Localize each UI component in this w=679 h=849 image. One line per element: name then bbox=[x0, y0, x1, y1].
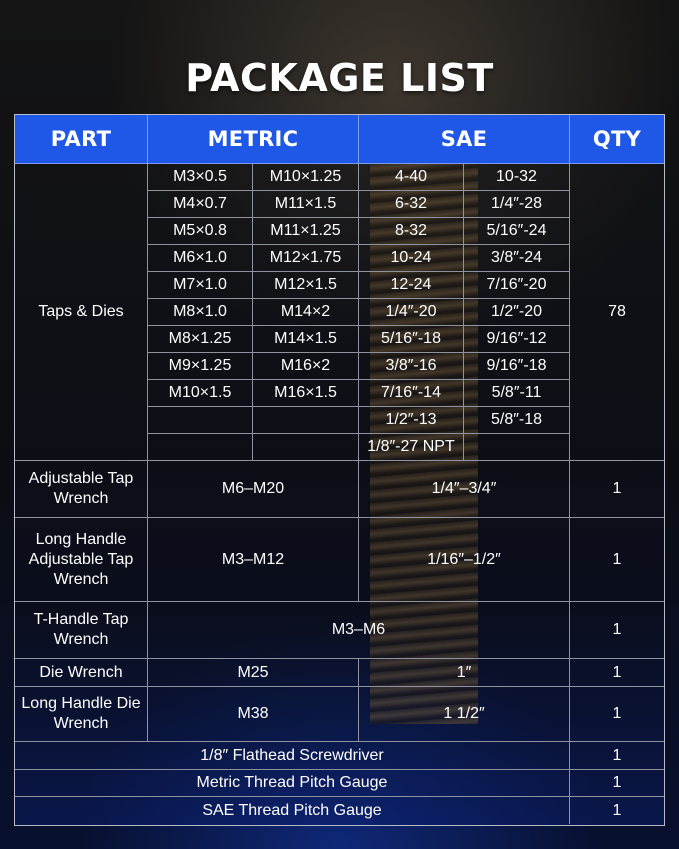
header-sae: SAE bbox=[359, 115, 570, 164]
metric-size-cell: M7×1.0 bbox=[148, 272, 253, 299]
sae-size-cell: 3/8″-24 bbox=[464, 245, 570, 272]
sae-size-cell: 1/2″-20 bbox=[464, 299, 570, 326]
metric-size-cell: M14×2 bbox=[253, 299, 359, 326]
long-handle-adjustable-tap-wrench-part: Long Handle Adjustable Tap Wrench bbox=[15, 518, 148, 602]
sae-size-cell: 5/16″-24 bbox=[464, 218, 570, 245]
metric-size-cell: M14×1.5 bbox=[253, 326, 359, 353]
sae-size-cell: 9/16″-12 bbox=[464, 326, 570, 353]
metric-gauge-qty: 1 bbox=[570, 770, 664, 797]
package-list-table bbox=[14, 114, 665, 826]
sae-size-cell: 5/8″-11 bbox=[464, 380, 570, 407]
metric-size-cell: M6×1.0 bbox=[148, 245, 253, 272]
adjustable-tap-wrench-metric: M6–M20 bbox=[148, 461, 359, 518]
sae-size-cell: 7/16″-20 bbox=[464, 272, 570, 299]
t-handle-tap-wrench-part: T-Handle Tap Wrench bbox=[15, 602, 148, 659]
metric-size-cell-empty bbox=[148, 434, 253, 461]
header-metric: METRIC bbox=[148, 115, 359, 164]
page-title: PACKAGE LIST bbox=[185, 56, 494, 100]
long-handle-die-wrench-sae: 1 1/2″ bbox=[359, 687, 570, 742]
sae-npt-cell: 1/8″-27 NPT bbox=[359, 434, 464, 461]
metric-size-cell: M10×1.25 bbox=[253, 164, 359, 191]
metric-size-cell: M8×1.0 bbox=[148, 299, 253, 326]
sae-size-cell: 9/16″-18 bbox=[464, 353, 570, 380]
sae-gauge-qty: 1 bbox=[612, 801, 622, 819]
header-part: PART bbox=[15, 115, 148, 164]
metric-size-cell: M16×2 bbox=[253, 353, 359, 380]
table-grid bbox=[15, 115, 664, 825]
long-handle-die-wrench-qty: 1 bbox=[570, 687, 664, 742]
sae-size-cell: 5/16″-18 bbox=[359, 326, 464, 353]
sae-size-cell: 3/8″-16 bbox=[359, 353, 464, 380]
metric-size-cell: M4×0.7 bbox=[148, 191, 253, 218]
metric-size-cell bbox=[148, 407, 253, 434]
metric-size-cell: M10×1.5 bbox=[148, 380, 253, 407]
die-wrench-sae: 1″ bbox=[359, 659, 570, 687]
sae-size-cell: 1/4″-20 bbox=[359, 299, 464, 326]
sae-gauge-part: SAE Thread Pitch Gauge bbox=[15, 797, 570, 824]
metric-size-cell: M8×1.25 bbox=[148, 326, 253, 353]
sae-size-cell: 12-24 bbox=[359, 272, 464, 299]
metric-size-cell bbox=[253, 407, 359, 434]
metric-size-cell: M9×1.25 bbox=[148, 353, 253, 380]
long-handle-die-wrench-part: Long Handle Die Wrench bbox=[15, 687, 148, 742]
die-wrench-metric: M25 bbox=[148, 659, 359, 687]
metric-size-cell: M11×1.25 bbox=[253, 218, 359, 245]
long-handle-die-wrench-metric: M38 bbox=[148, 687, 359, 742]
sae-size-cell: 7/16″-14 bbox=[359, 380, 464, 407]
metric-size-cell-empty bbox=[253, 434, 359, 461]
sae-size-cell: 10-32 bbox=[464, 164, 570, 191]
sae-size-cell: 8-32 bbox=[359, 218, 464, 245]
flathead-screwdriver-part: 1/8″ Flathead Screwdriver bbox=[15, 742, 570, 770]
long-handle-adjustable-tap-wrench-qty: 1 bbox=[570, 518, 664, 602]
sae-size-cell: 1/2″-13 bbox=[359, 407, 464, 434]
adjustable-tap-wrench-part: Adjustable Tap Wrench bbox=[15, 461, 148, 518]
sae-size-cell: 1/4″-28 bbox=[464, 191, 570, 218]
sae-size-cell: 6-32 bbox=[359, 191, 464, 218]
sae-size-cell-empty bbox=[464, 434, 570, 461]
t-handle-tap-wrench-size: M3–M6 bbox=[148, 602, 570, 659]
die-wrench-qty: 1 bbox=[570, 659, 664, 687]
metric-size-cell: M5×0.8 bbox=[148, 218, 253, 245]
taps-dies-qty: 78 bbox=[570, 164, 664, 461]
taps-dies-part: Taps & Dies bbox=[15, 164, 148, 461]
metric-size-cell: M11×1.5 bbox=[253, 191, 359, 218]
metric-size-cell: M12×1.5 bbox=[253, 272, 359, 299]
metric-size-cell: M16×1.5 bbox=[253, 380, 359, 407]
sae-size-cell: 4-40 bbox=[359, 164, 464, 191]
adjustable-tap-wrench-qty: 1 bbox=[570, 461, 664, 518]
die-wrench-part: Die Wrench bbox=[15, 659, 148, 687]
metric-gauge-part: Metric Thread Pitch Gauge bbox=[15, 770, 570, 797]
long-handle-adjustable-tap-wrench-metric: M3–M12 bbox=[148, 518, 359, 602]
adjustable-tap-wrench-sae: 1/4″–3/4″ bbox=[359, 461, 570, 518]
sae-size-cell: 5/8″-18 bbox=[464, 407, 570, 434]
header-qty: QTY bbox=[570, 115, 664, 164]
flathead-screwdriver-qty: 1 bbox=[570, 742, 664, 770]
metric-size-cell: M12×1.75 bbox=[253, 245, 359, 272]
long-handle-adjustable-tap-wrench-sae: 1/16″–1/2″ bbox=[359, 518, 570, 602]
sae-size-cell: 10-24 bbox=[359, 245, 464, 272]
metric-size-cell: M3×0.5 bbox=[148, 164, 253, 191]
t-handle-tap-wrench-qty: 1 bbox=[570, 602, 664, 659]
